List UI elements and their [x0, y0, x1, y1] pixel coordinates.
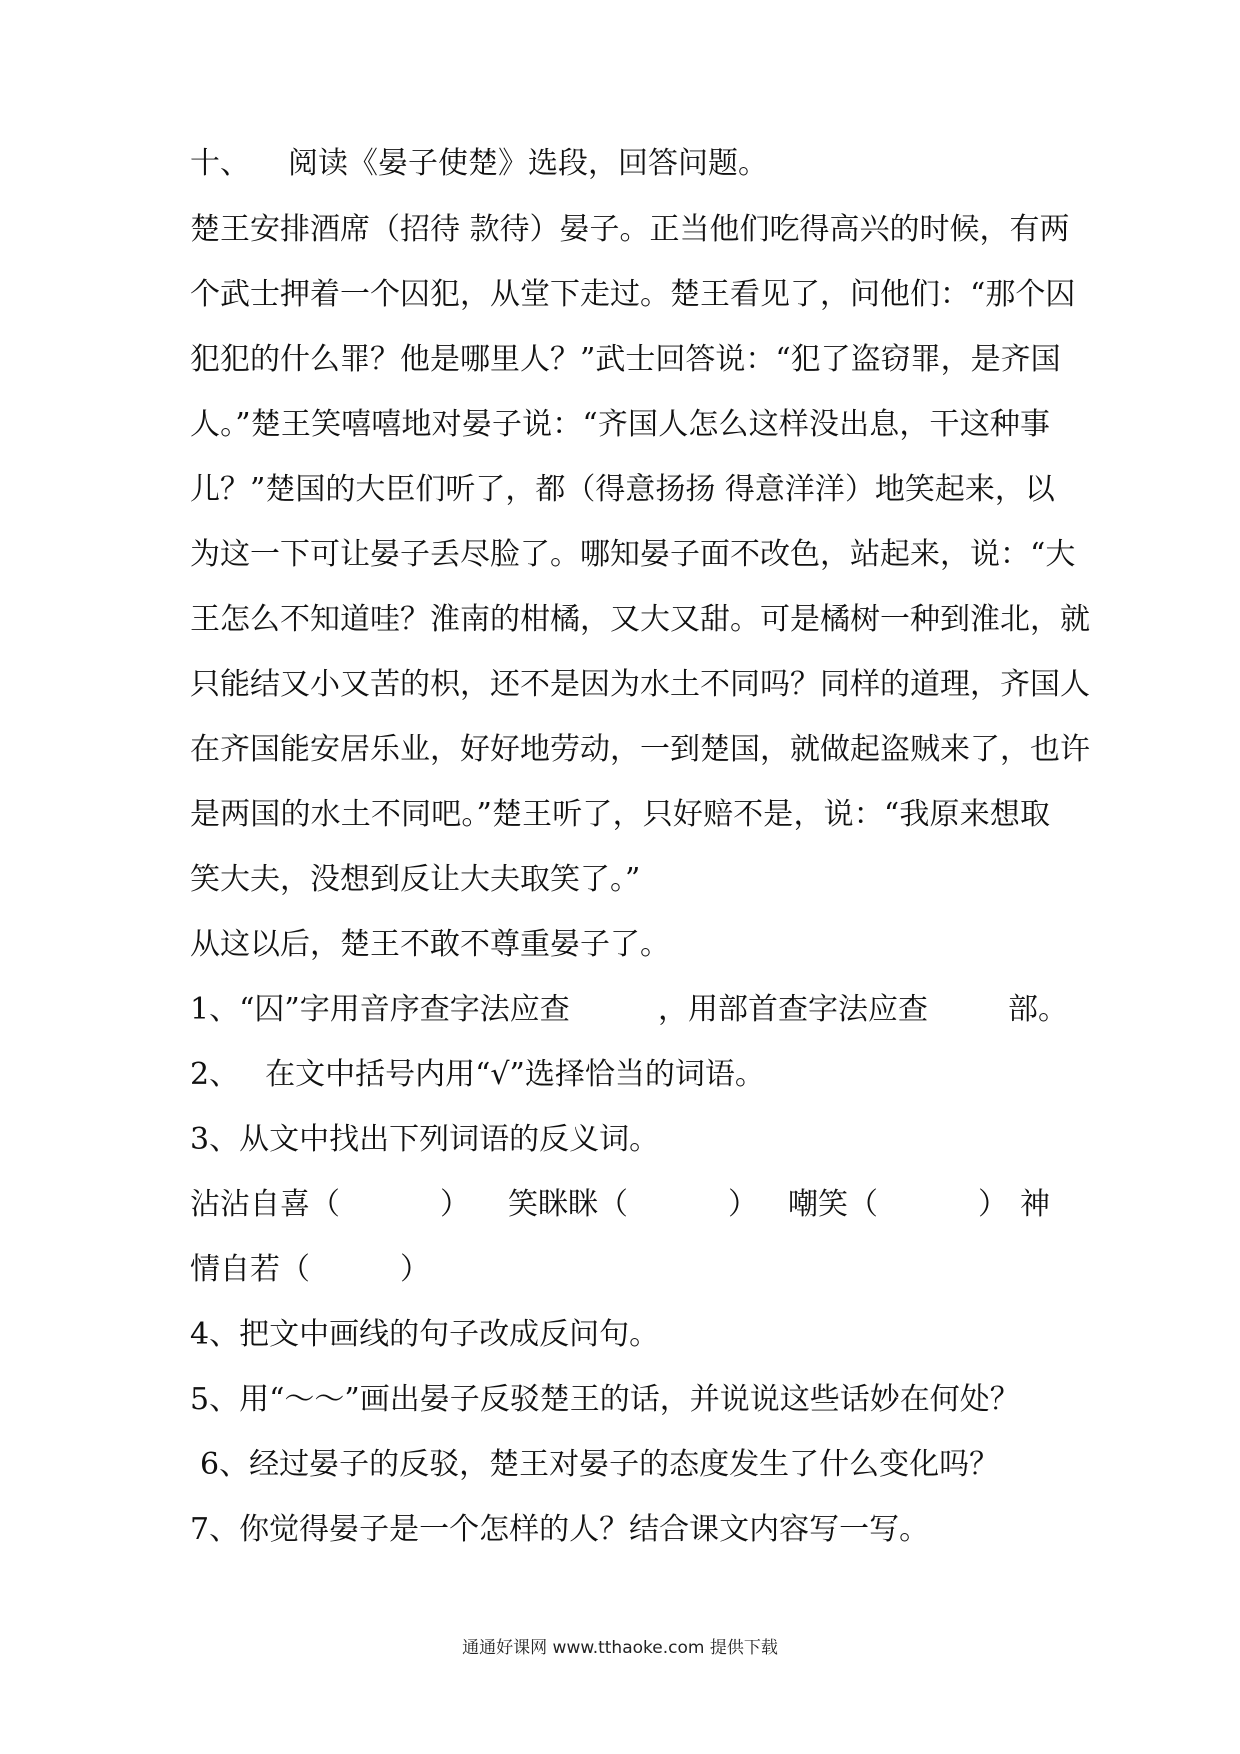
antonym-row	[190, 1185, 1050, 1225]
antonym-row-2	[190, 1250, 1050, 1290]
question-5: 5、用“～～”画出晏子反驳楚王的话，并说说这些话妙在何处？	[190, 1382, 1020, 1417]
antonym-close-2: ）	[728, 1187, 758, 1222]
antonym-close-1: ）	[440, 1187, 470, 1222]
passage-line: 只能结又小又苦的枳，还不是因为水土不同吗？同样的道理，齐国人	[190, 667, 1090, 702]
question-4: 4、把文中画线的句子改成反问句。	[190, 1317, 660, 1352]
passage-line: 犯犯的什么罪？他是哪里人？”武士回答说：“犯了盗窃罪，是齐国	[190, 342, 1061, 377]
question-6: 6、经过晏子的反驳，楚王对晏子的态度发生了什么变化吗？	[200, 1447, 1000, 1482]
footer-source: 通通好课网 www.tthaoke.com 提供下载	[462, 1638, 778, 1658]
passage-line: 楚王安排酒席（招待 款待）晏子。正当他们吃得高兴的时候，有两	[190, 212, 1070, 247]
question-2	[190, 1055, 1050, 1095]
antonym-word-3: 嘲笑（	[788, 1187, 878, 1222]
antonym-close-3: ）	[978, 1187, 1008, 1222]
antonym-word-4-start: 神	[1020, 1187, 1050, 1222]
q1-part1: 1、“囚”字用音序查字法应查	[190, 992, 570, 1027]
antonym-word-4: 情自若（	[190, 1252, 310, 1287]
question-3: 3、从文中找出下列词语的反义词。	[190, 1122, 660, 1157]
question-1	[190, 990, 1068, 1030]
passage-line: 是两国的水土不同吧。”楚王听了，只好赔不是，说：“我原来想取	[190, 797, 1050, 832]
q1-part2: ，用部首查字法应查	[658, 992, 928, 1027]
passage-line: 笑大夫，没想到反让大夫取笑了。”	[190, 862, 641, 897]
question-number: 十、	[190, 146, 250, 181]
q1-part3: 部。	[1008, 992, 1068, 1027]
q2-number: 2、	[190, 1057, 240, 1092]
question-title: 阅读《晏子使楚》选段，回答问题。	[288, 146, 768, 181]
antonym-word-2: 笑眯眯（	[508, 1187, 628, 1222]
question-title-row	[190, 144, 1050, 184]
passage-line: 儿？”楚国的大臣们听了，都（得意扬扬 得意洋洋）地笑起来，以	[190, 472, 1055, 507]
passage-line: 个武士押着一个囚犯，从堂下走过。楚王看见了，问他们：“那个囚	[190, 277, 1076, 312]
passage-line: 为这一下可让晏子丢尽脸了。哪知晏子面不改色，站起来，说：“大	[190, 537, 1076, 572]
passage-line: 人。”楚王笑嘻嘻地对晏子说：“齐国人怎么这样没出息，干这种事	[190, 407, 1050, 442]
passage-line: 在齐国能安居乐业，好好地劳动，一到楚国，就做起盗贼来了，也许	[190, 732, 1090, 767]
passage-line: 从这以后，楚王不敢不尊重晏子了。	[190, 927, 670, 962]
antonym-word-1: 沾沾自喜（	[190, 1187, 340, 1222]
passage-line: 王怎么不知道哇？淮南的柑橘，又大又甜。可是橘树一种到淮北，就	[190, 602, 1090, 637]
q2-text: 在文中括号内用“√”选择恰当的词语。	[265, 1057, 765, 1092]
question-7: 7、你觉得晏子是一个怎样的人？结合课文内容写一写。	[190, 1512, 930, 1547]
antonym-close-4: ）	[400, 1252, 430, 1287]
